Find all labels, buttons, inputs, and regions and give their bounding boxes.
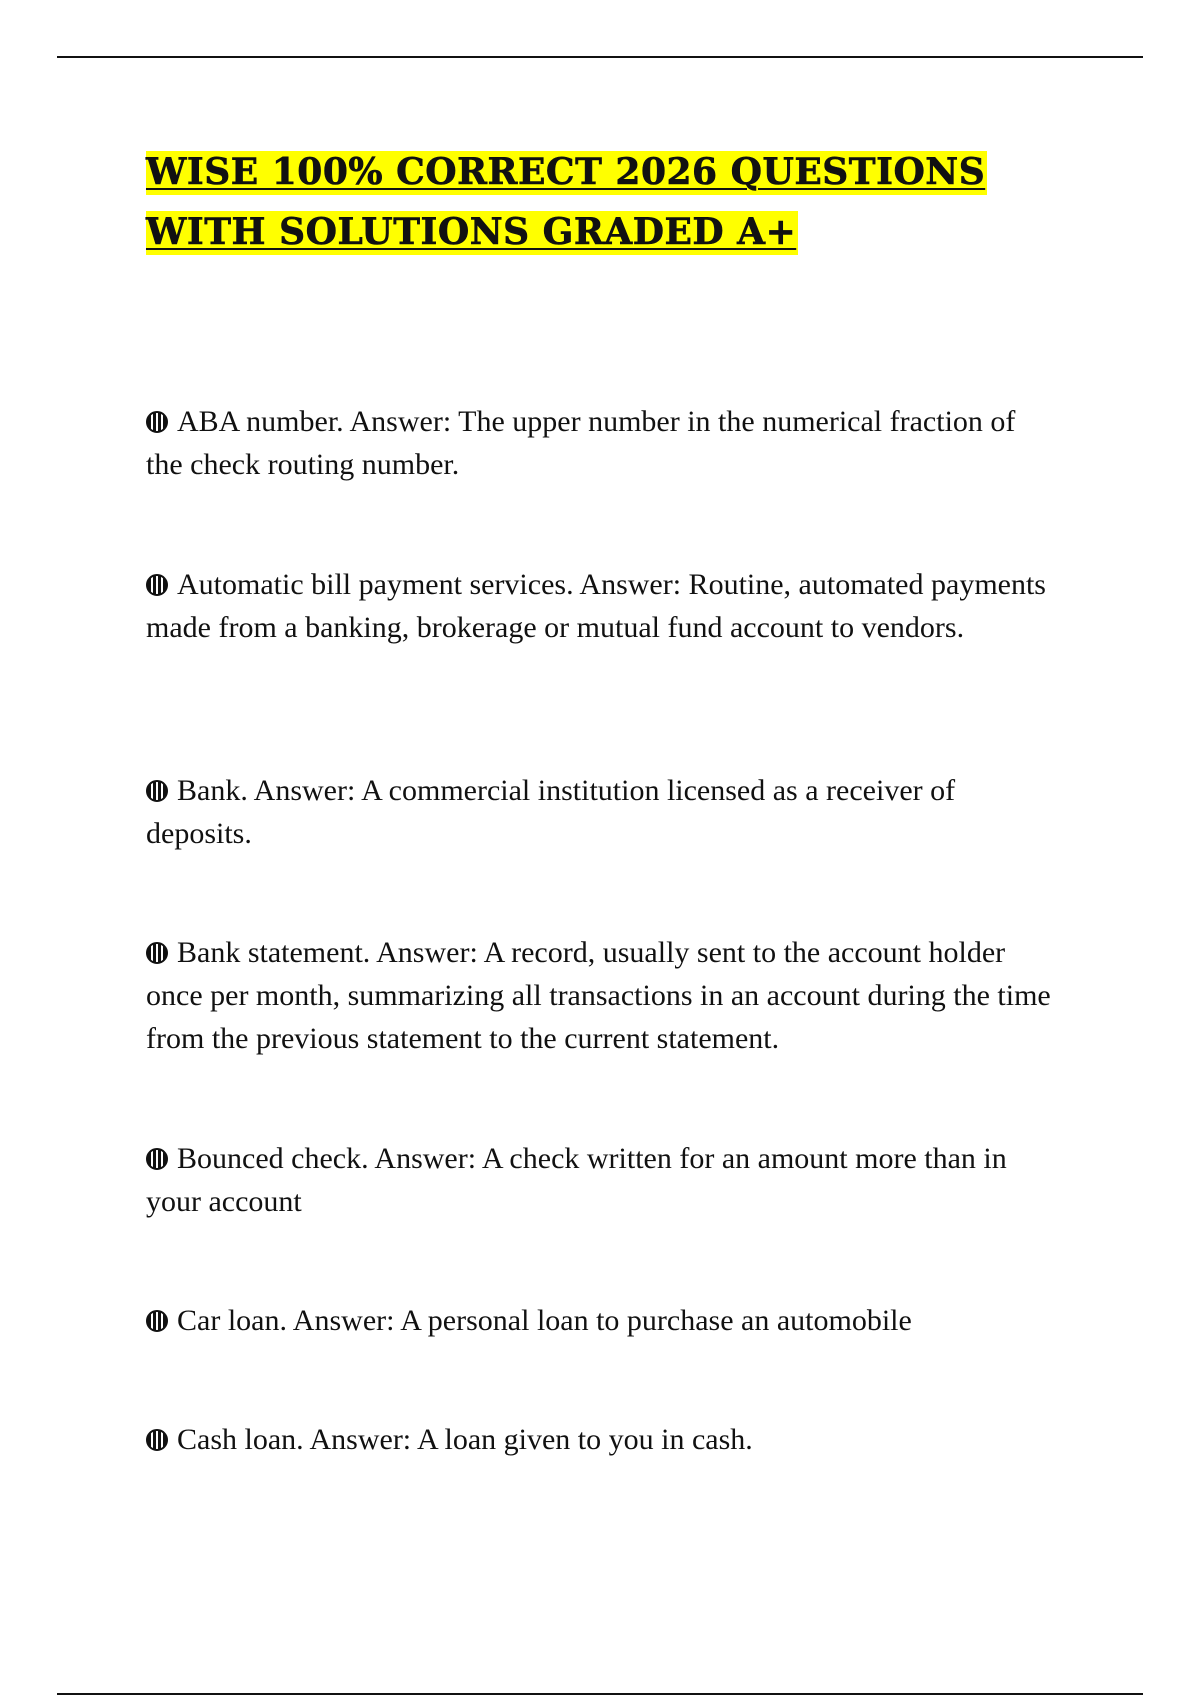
top-rule [57, 56, 1143, 58]
qa-item [146, 1299, 1056, 1342]
title-line-2: WITH SOLUTIONS GRADED A+ [146, 211, 797, 253]
striped-circle-bullet-icon [146, 574, 168, 596]
qa-item [146, 400, 1056, 486]
qa-item-text: Bank statement. Answer: A record, usually sent to the account holder once per month, summarizing all transactions in an account during the time from the previous statement to the current statement. [146, 936, 1051, 1055]
striped-circle-bullet-icon [146, 1310, 168, 1332]
qa-item-text: Bounced check. Answer: A check written for an amount more than in your account [146, 1142, 1007, 1218]
qa-item-text: ABA number. Answer: The upper number in the numerical fraction of the check routing number. [146, 405, 1016, 481]
striped-circle-bullet-icon [146, 1429, 168, 1451]
striped-circle-bullet-icon [146, 411, 168, 433]
document-title [146, 142, 1046, 262]
striped-circle-bullet-icon [146, 942, 168, 964]
qa-item [146, 563, 1056, 649]
qa-item [146, 769, 1056, 855]
striped-circle-bullet-icon [146, 780, 168, 802]
bottom-rule [57, 1693, 1143, 1695]
qa-item [146, 1137, 1056, 1223]
qa-item-text: Automatic bill payment services. Answer: Routine, automated payments made from a banking, brokerage or mutual fund account to vendors. [146, 568, 1046, 644]
qa-item-text: Cash loan. Answer: A loan given to you in cash. [177, 1423, 753, 1456]
qa-item-text: Bank. Answer: A commercial institution licensed as a receiver of deposits. [146, 774, 956, 850]
qa-item [146, 1418, 1056, 1461]
qa-item [146, 931, 1056, 1060]
qa-item-text: Car loan. Answer: A personal loan to purchase an automobile [177, 1304, 912, 1337]
title-line-1: WISE 100% CORRECT 2026 QUESTIONS [146, 151, 986, 193]
striped-circle-bullet-icon [146, 1148, 168, 1170]
